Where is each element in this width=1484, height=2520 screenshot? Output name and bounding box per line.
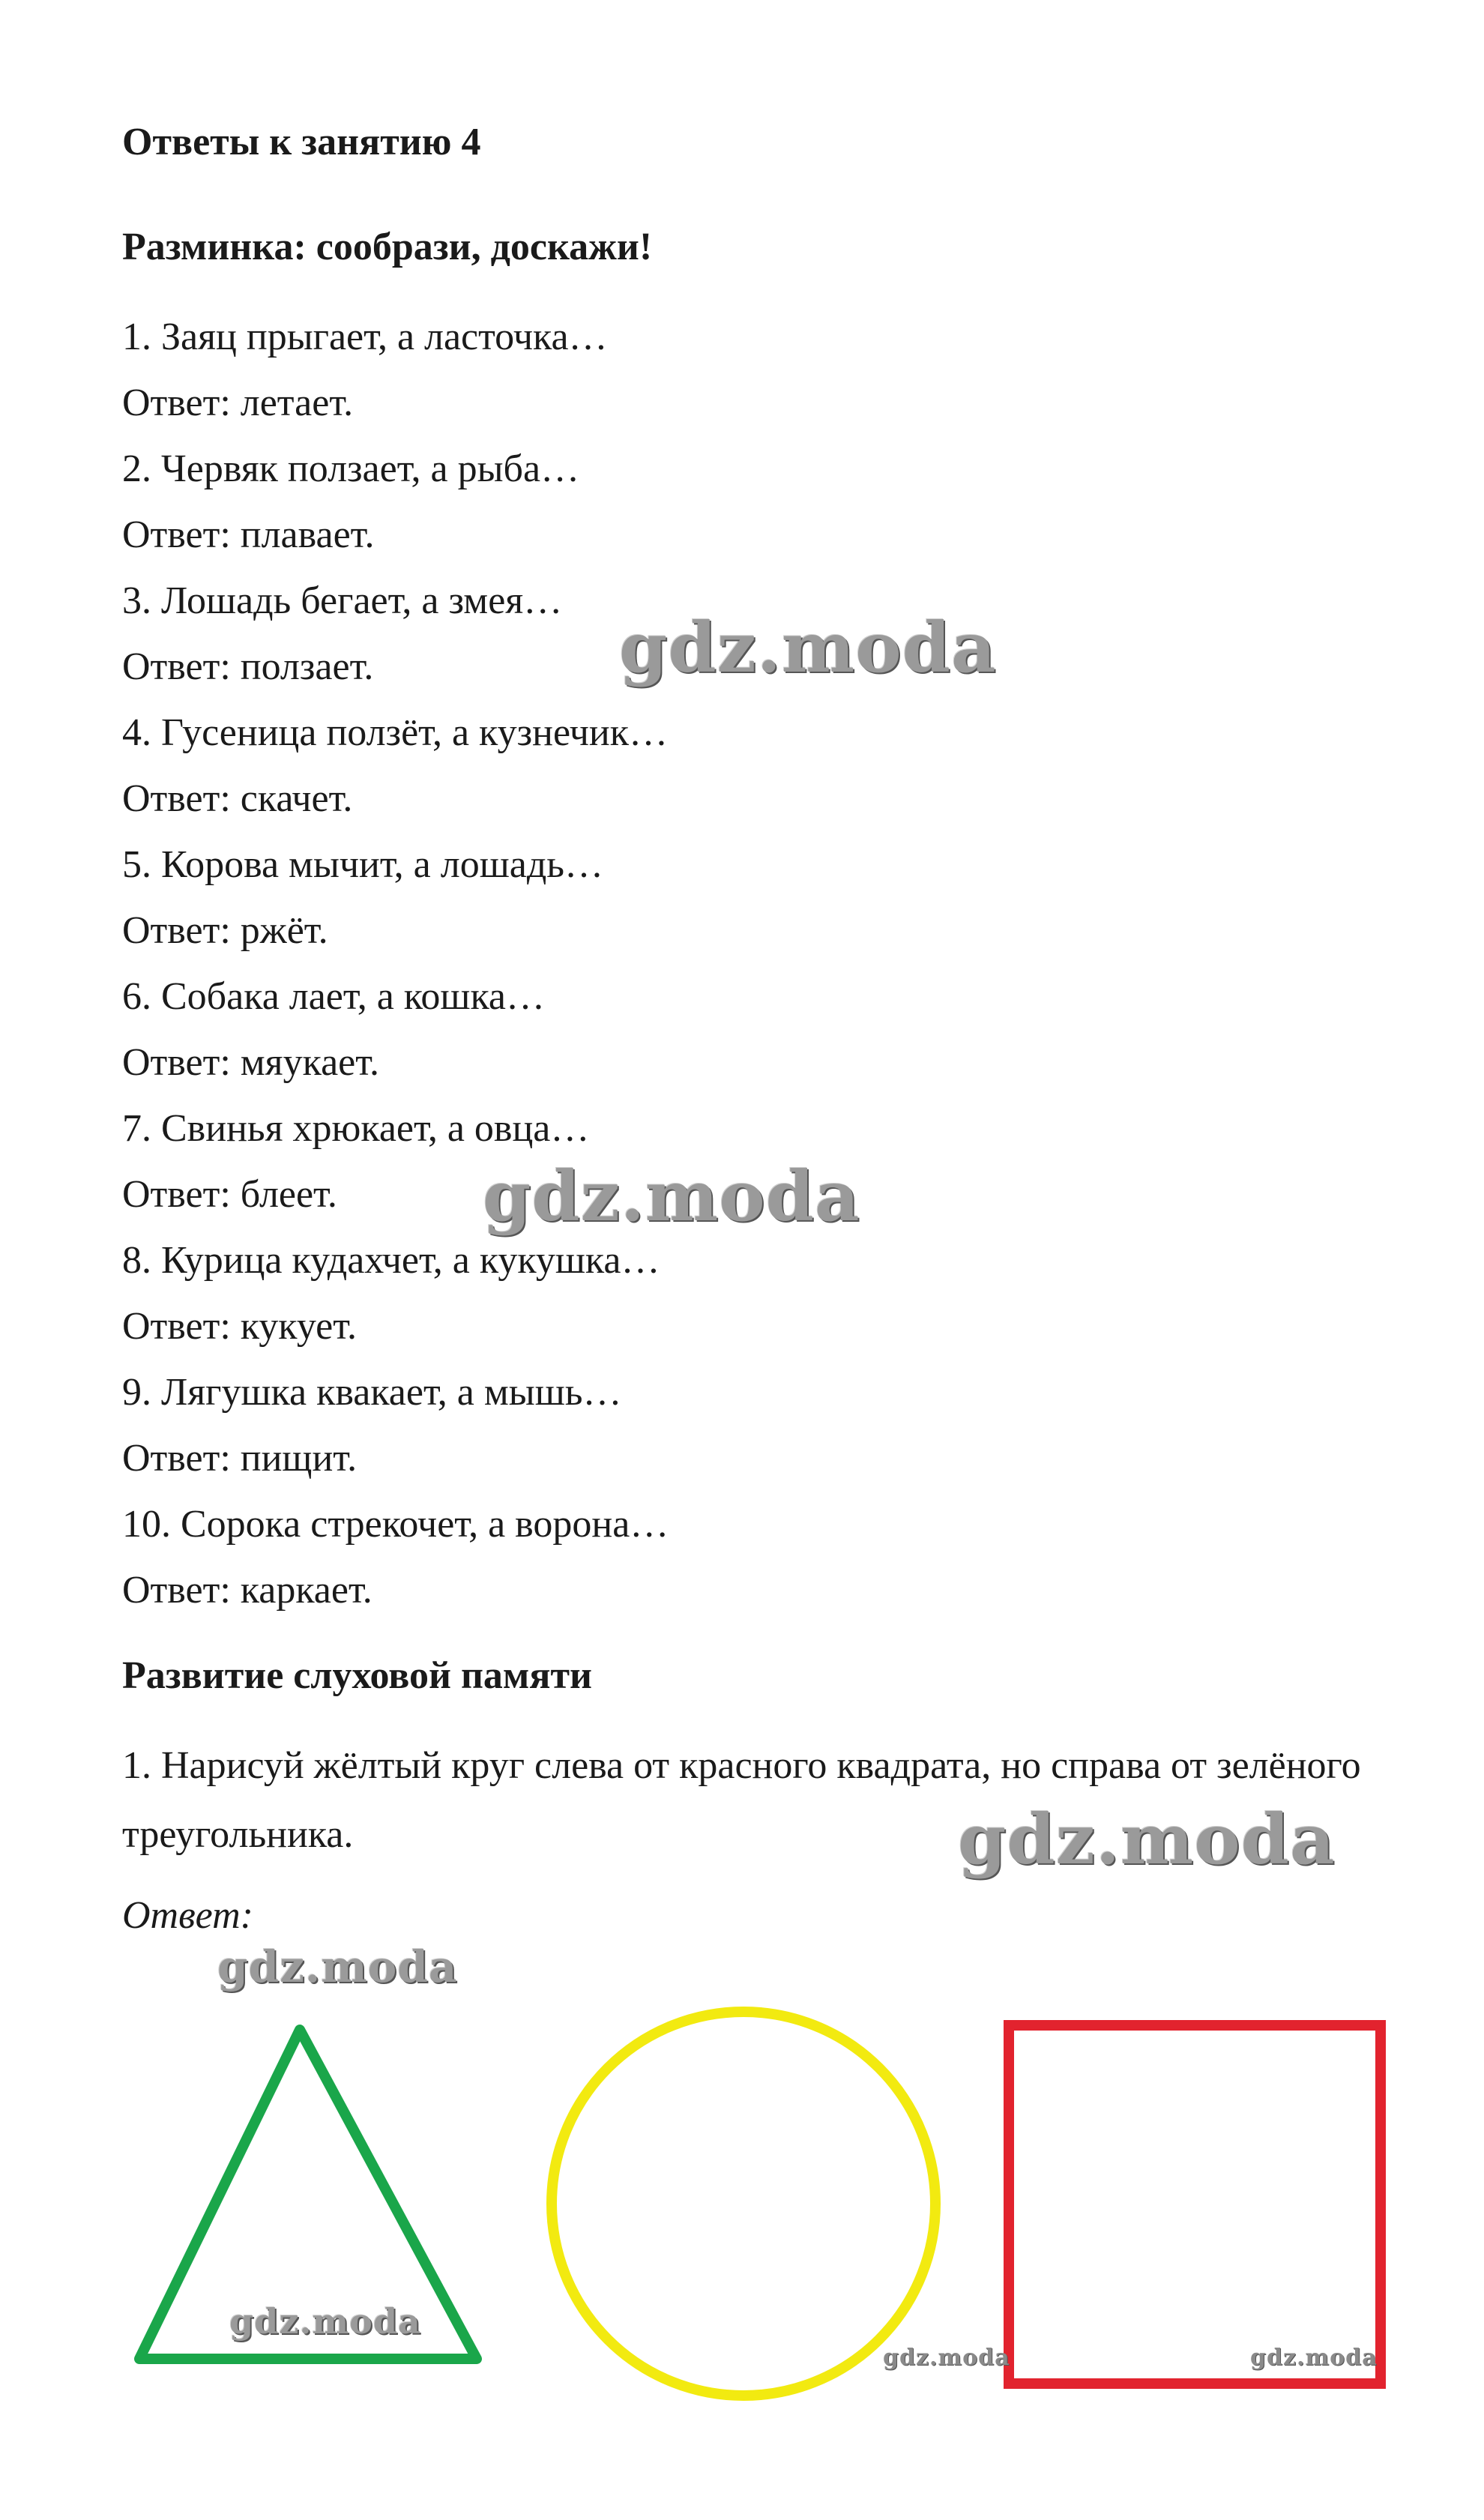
answer-8: Ответ: кукует.: [122, 1305, 358, 1348]
watermark: gdz.moda: [229, 2301, 421, 2342]
watermark: gdz.moda: [958, 1799, 1336, 1880]
answer-7: Ответ: блеет.: [122, 1173, 337, 1216]
answer-9: Ответ: пищит.: [122, 1437, 358, 1480]
yellow-circle: [552, 2012, 935, 2396]
section-heading-warmup: Разминка: сообрази, доскажи!: [122, 226, 653, 268]
answer-2: Ответ: плавает.: [122, 513, 375, 556]
watermark: gdz.moda: [619, 607, 997, 688]
page-title: Ответы к занятию 4: [122, 121, 481, 163]
memory-task: 1. Нарисуй жёлтый круг слева от красного квадрата, но справа от зелёного треугольника.: [122, 1744, 1361, 1856]
question-3: 3. Лошадь бегает, а змея…: [122, 579, 563, 622]
answer-1: Ответ: летает.: [122, 382, 354, 424]
section-heading-memory: Развитие слуховой памяти: [122, 1654, 592, 1697]
answer-label: Ответ:: [122, 1894, 253, 1937]
question-9: 9. Лягушка квакает, а мышь…: [122, 1371, 622, 1414]
watermark: gdz.moda: [483, 1156, 860, 1237]
red-square: [1009, 2025, 1381, 2384]
green-triangle: [139, 2030, 477, 2359]
question-7: 7. Свинья хрюкает, а овца…: [122, 1107, 590, 1150]
answer-5: Ответ: ржёт.: [122, 909, 328, 952]
watermark: gdz.moda: [217, 1941, 458, 1992]
watermark: gdz.moda: [883, 2345, 1010, 2371]
answer-10: Ответ: каркает.: [122, 1569, 372, 1612]
question-4: 4. Гусеница ползёт, а кузнечик…: [122, 711, 668, 754]
answer-4: Ответ: скачет.: [122, 777, 353, 820]
watermark: gdz.moda: [1250, 2345, 1378, 2371]
question-6: 6. Собака лает, а кошка…: [122, 975, 546, 1018]
answer-figure: [0, 1994, 1484, 2414]
question-1: 1. Заяц прыгает, а ласточка…: [122, 316, 608, 358]
question-2: 2. Червяк ползает, а рыба…: [122, 447, 580, 490]
answer-6: Ответ: мяукает.: [122, 1041, 380, 1084]
question-8: 8. Курица кудахчет, а кукушка…: [122, 1239, 660, 1282]
answer-3: Ответ: ползает.: [122, 645, 374, 688]
question-10: 10. Сорока стрекочет, а ворона…: [122, 1503, 669, 1546]
question-5: 5. Корова мычит, а лошадь…: [122, 843, 604, 886]
